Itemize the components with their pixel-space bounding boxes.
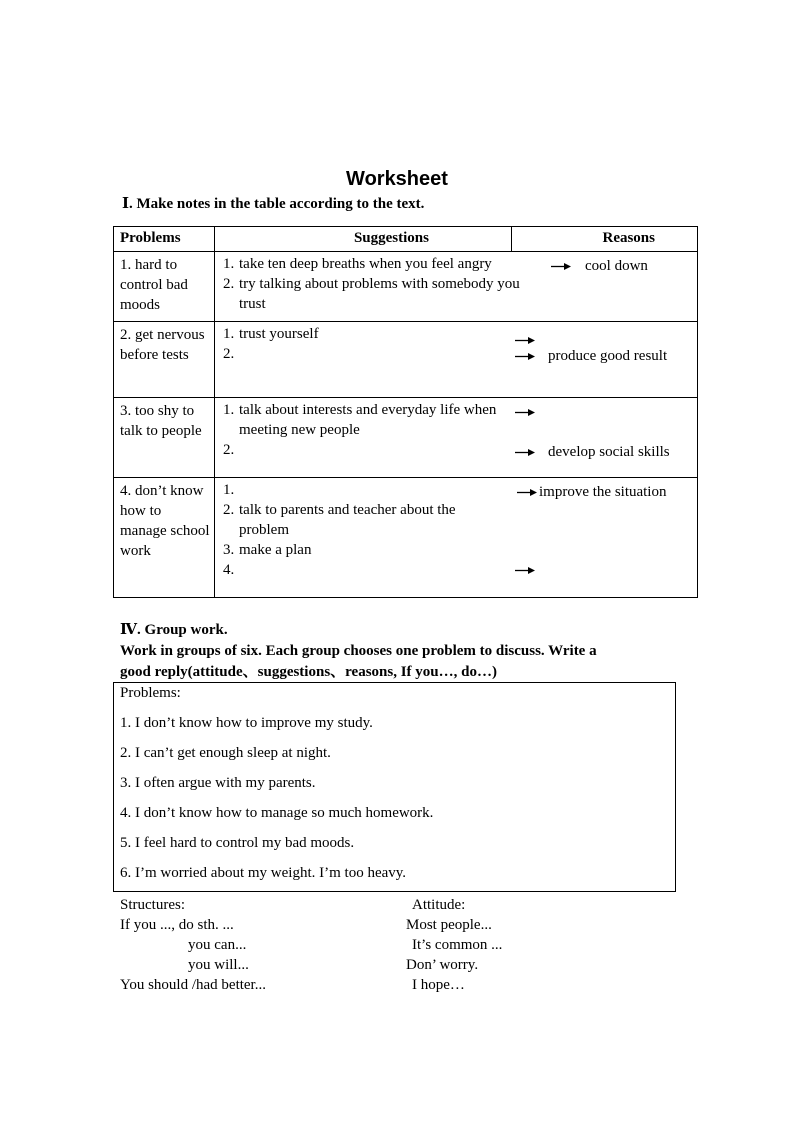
arrow-right-icon [551,262,571,271]
suggestion-cell [215,478,698,598]
suggestion-cell [215,398,698,478]
structure-line: You should /had better... [120,977,266,993]
notes-table [113,226,698,598]
list-item: 1. take ten deep breaths when you feel angry [223,256,492,272]
structure-line: If you ..., do sth. ... [120,917,234,933]
reason-text: improve the situation [539,484,667,500]
section-4 [120,620,597,683]
page-title: Worksheet [346,168,448,190]
table-header-row [114,227,698,252]
suggestion-list [215,254,535,314]
suggestion-cell [215,252,698,322]
list-item: 2. [223,346,235,362]
problems-label: Problems: [120,685,181,701]
header-reasons: Reasons [512,227,698,252]
structures-label: Structures: [120,897,185,913]
attitude-label: Attitude: [412,897,466,913]
instruction-line: Work in groups of six. Each group chooses one problem to discuss. Write a [120,643,597,659]
list-item: 1. talk about interests and everyday life when meeting new people [223,402,497,438]
problems-box [113,682,676,892]
arrow-right-icon [515,448,535,457]
table-row [114,478,698,598]
arrow-right-icon [515,408,535,417]
structure-line: you can... [188,937,247,953]
problem-cell: 1. hard to control bad moods [114,252,215,322]
structure-line: you will... [188,957,249,973]
list-item: 1. I don’t know how to improve my study. [120,715,373,731]
list-item: 6. I’m worried about my weight. I’m too heavy. [120,865,407,881]
list-item: 2. talk to parents and teacher about the problem [223,502,456,538]
arrow-right-icon [515,336,535,345]
header-suggestions: Suggestions [215,227,512,252]
list-item: 2. try talking about problems with somebody you trust [223,276,520,312]
table-row [114,322,698,398]
problem-cell: 4. don’t know how to manage school work [114,478,215,598]
attitude-line: I hope… [412,977,465,993]
instruction-line: good reply(attitude、suggestions、reasons, If you…, do…) [120,664,497,680]
problem-cell: 2. get nervous before tests [114,322,215,398]
list-item: 4. [223,562,235,578]
list-item: 2. [223,442,235,458]
section-4-heading: Ⅳ. Group work. [120,622,228,638]
arrow-right-icon [515,352,535,361]
reason-text: cool down [585,258,648,274]
attitude-line: It’s common ... [412,937,503,953]
suggestion-cell [215,322,698,398]
reason-text: produce good result [548,348,668,364]
suggestion-list [215,324,535,364]
list-item: 3. I often argue with my parents. [120,775,316,791]
attitude-line: Most people... [406,917,492,933]
table-row [114,398,698,478]
list-item: 3. make a plan [223,542,312,558]
header-problems: Problems [114,227,215,252]
arrow-right-icon [515,566,535,575]
arrow-right-icon [517,488,537,497]
list-item: 4. I don’t know how to manage so much homework. [120,805,434,821]
list-item: 2. I can’t get enough sleep at night. [120,745,331,761]
section-1-heading: Ⅰ. Make notes in the table according to the text. [122,196,425,212]
suggestion-list [215,480,505,580]
attitude-line: Don’ worry. [406,957,479,973]
list-item: 1. [223,482,235,498]
problem-cell: 3. too shy to talk to people [114,398,215,478]
list-item: 1. trust yourself [223,326,319,342]
list-item: 5. I feel hard to control my bad moods. [120,835,355,851]
suggestion-list [215,400,505,460]
table-row [114,252,698,322]
reason-text: develop social skills [548,444,670,460]
